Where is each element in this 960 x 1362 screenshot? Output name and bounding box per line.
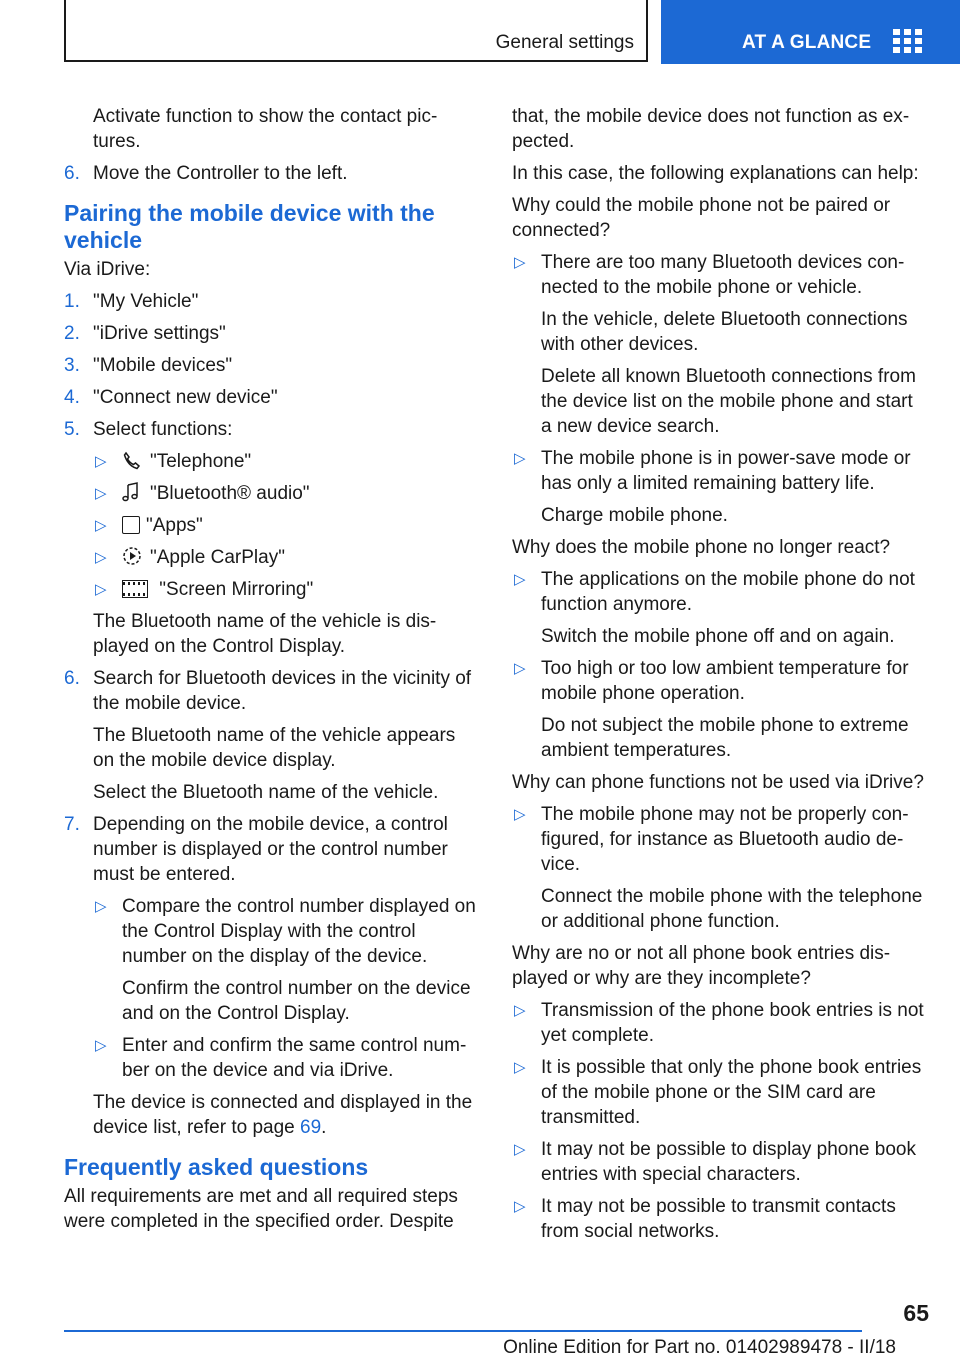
play-circle-icon: [122, 546, 144, 565]
bullet-triangle-icon: ▷: [95, 1037, 107, 1054]
music-note-icon: [122, 482, 144, 501]
step-paragraph: The Bluetooth name of the vehicle appears on the mobile device display.: [93, 725, 456, 771]
right-column: [512, 104, 926, 1251]
bullet-paragraph: Delete all known Bluetooth connections from the device list on the mobile phone and start a new device search.: [541, 366, 916, 437]
step-text: "Connect new device": [93, 387, 278, 408]
bullet-paragraph: Confirm the control number on the device and on the Control Display.: [122, 978, 471, 1024]
bullet-item: [93, 894, 478, 969]
faq-question: Why can phone functions not be used via iDrive?: [512, 772, 924, 793]
step-paragraph: Select the Bluetooth name of the vehicle.: [93, 782, 439, 803]
faq-question: Why could the mobile phone not be paired or connected?: [512, 195, 891, 241]
bullet-triangle-icon: ▷: [95, 453, 107, 470]
faq-intro-cont: that, the mobile device does not function as expected.: [512, 106, 910, 152]
grid-icon[interactable]: [893, 29, 921, 53]
step-text: Depending on the mobile device, a control number is displayed or the control number must be entered.: [93, 814, 448, 885]
bullet-text: It is possible that only the phone book entries of the mobile phone or the SIM card are transmitted.: [541, 1057, 922, 1128]
step-number: 6.: [64, 668, 80, 689]
bullet-text: It may not be possible to transmit contacts from social networks.: [541, 1196, 896, 1242]
step-item: [64, 321, 478, 346]
bullet-text: Compare the control number displayed on the Control Display with the control number on the display of the device.: [122, 896, 476, 967]
chapter-label: AT A GLANCE: [742, 32, 872, 53]
bullet-triangle-icon: ▷: [514, 450, 526, 467]
via-idrive: Via iDrive:: [64, 259, 151, 280]
function-list: [64, 449, 478, 659]
header-section-box: [64, 0, 648, 62]
function-label: "Telephone": [150, 451, 252, 472]
step-number: 2.: [64, 323, 80, 344]
function-item-telephone: [93, 449, 478, 474]
left-column: [64, 104, 478, 1241]
bullet-item: [512, 1194, 926, 1244]
connected-end: .: [321, 1117, 327, 1138]
edition-footer: Online Edition for Part no. 01402989478 - II/18: [503, 1337, 896, 1358]
section-title: General settings: [495, 32, 634, 53]
function-item-screen-mirroring: [93, 577, 478, 602]
step-item: [64, 161, 478, 186]
bullet-item: [512, 1137, 926, 1187]
bullet-triangle-icon: ▷: [514, 660, 526, 677]
bullet-triangle-icon: ▷: [514, 571, 526, 588]
faq-question: Why does the mobile phone no longer react?: [512, 537, 891, 558]
page-number: 65: [903, 1300, 929, 1326]
bullet-triangle-icon: ▷: [95, 549, 107, 566]
step-text: "My Vehicle": [93, 291, 199, 312]
bullet-triangle-icon: ▷: [95, 581, 107, 598]
bullet-triangle-icon: ▷: [514, 806, 526, 823]
bullet-paragraph: In the vehicle, delete Bluetooth connections with other devices.: [541, 309, 908, 355]
bullet-triangle-icon: ▷: [514, 1198, 526, 1215]
step-item: [64, 812, 478, 887]
bullet-text: Enter and confirm the same control number on the device and via iDrive.: [122, 1035, 467, 1081]
bullet-text: The mobile phone is in power-save mode or has only a limited remaining battery life.: [541, 448, 911, 494]
step-item: [64, 353, 478, 378]
bullet-text: The applications on the mobile phone do not function anymore.: [541, 569, 915, 615]
bullet-text: Too high or too low ambient temperature for mobile phone operation.: [541, 658, 909, 704]
bullet-paragraph: Connect the mobile phone with the telephone or additional phone function.: [541, 886, 923, 932]
bullet-paragraph: Switch the mobile phone off and on again.: [541, 626, 895, 647]
bullet-item: [512, 446, 926, 496]
step7-options: [64, 894, 478, 1140]
bullet-text: The mobile phone may not be properly configured, for instance as Bluetooth audio device.: [541, 804, 909, 875]
connected-text: The device is connected and displayed in the device list, refer to page: [93, 1092, 473, 1138]
bullet-item: [512, 656, 926, 706]
step-number: 3.: [64, 355, 80, 376]
function-label: "Screen Mirroring": [159, 579, 314, 600]
step-number: 7.: [64, 814, 80, 835]
step-number: 1.: [64, 291, 80, 312]
step-number: 4.: [64, 387, 80, 408]
step-text: Move the Controller to the left.: [93, 163, 348, 184]
bullet-paragraph: Do not subject the mobile phone to extreme ambient temperatures.: [541, 715, 909, 761]
function-item-apple-carplay: [93, 545, 478, 570]
bt-name-note: The Bluetooth name of the vehicle is displayed on the Control Display.: [93, 611, 437, 657]
bullet-text: Transmission of the phone book entries is not yet complete.: [541, 1000, 924, 1046]
step-item: [64, 417, 478, 442]
bullet-triangle-icon: ▷: [514, 1002, 526, 1019]
step-text: Select functions:: [93, 419, 233, 440]
bullet-item: [512, 1055, 926, 1130]
bullet-paragraph: Charge mobile phone.: [541, 505, 728, 526]
step-number: 5.: [64, 419, 80, 440]
bullet-item: [512, 998, 926, 1048]
step-item: [64, 289, 478, 314]
footer-divider: [64, 1330, 862, 1332]
step-number: 6.: [64, 163, 80, 184]
step-text: "iDrive settings": [93, 323, 226, 344]
bullet-item: [512, 250, 926, 300]
bullet-text: There are too many Bluetooth devices connected to the mobile phone or vehicle.: [541, 252, 905, 298]
apps-icon: [122, 516, 140, 534]
faq-intro: All requirements are met and all required steps were completed in the specified order. Despite: [64, 1186, 458, 1232]
screen-mirroring-icon: [122, 580, 148, 598]
telephone-icon: [122, 451, 144, 470]
intro-continuation: Activate function to show the contact pictures.: [93, 106, 438, 152]
function-label: "Apple CarPlay": [150, 547, 285, 568]
faq-question: Why are no or not all phone book entries displayed or why are they incomplete?: [512, 943, 891, 989]
connected-note: [93, 1090, 478, 1140]
function-label: "Apps": [146, 515, 203, 536]
bullet-item: [93, 1033, 478, 1083]
bullet-text: It may not be possible to display phone book entries with special characters.: [541, 1139, 916, 1185]
step-text: "Mobile devices": [93, 355, 233, 376]
bullet-triangle-icon: ▷: [514, 254, 526, 271]
faq-heading: Frequently asked questions: [64, 1154, 369, 1180]
explain-text: In this case, the following explanations can help:: [512, 163, 919, 184]
bullet-triangle-icon: ▷: [514, 1141, 526, 1158]
page-link[interactable]: 69: [300, 1117, 322, 1138]
bullet-triangle-icon: ▷: [514, 1059, 526, 1076]
step-text: Search for Bluetooth devices in the vicinity of the mobile device.: [93, 668, 472, 714]
function-label: "Bluetooth® audio": [150, 483, 310, 504]
bullet-item: [512, 802, 926, 877]
pairing-heading: Pairing the mobile device with the vehicle: [64, 200, 435, 253]
bullet-item: [512, 567, 926, 617]
bullet-triangle-icon: ▷: [95, 517, 107, 534]
bullet-triangle-icon: ▷: [95, 485, 107, 502]
step-item: [64, 666, 478, 716]
bullet-triangle-icon: ▷: [95, 898, 107, 915]
function-item-apps: [93, 513, 478, 538]
function-item-bluetooth-audio: [93, 481, 478, 506]
step-item: [64, 385, 478, 410]
